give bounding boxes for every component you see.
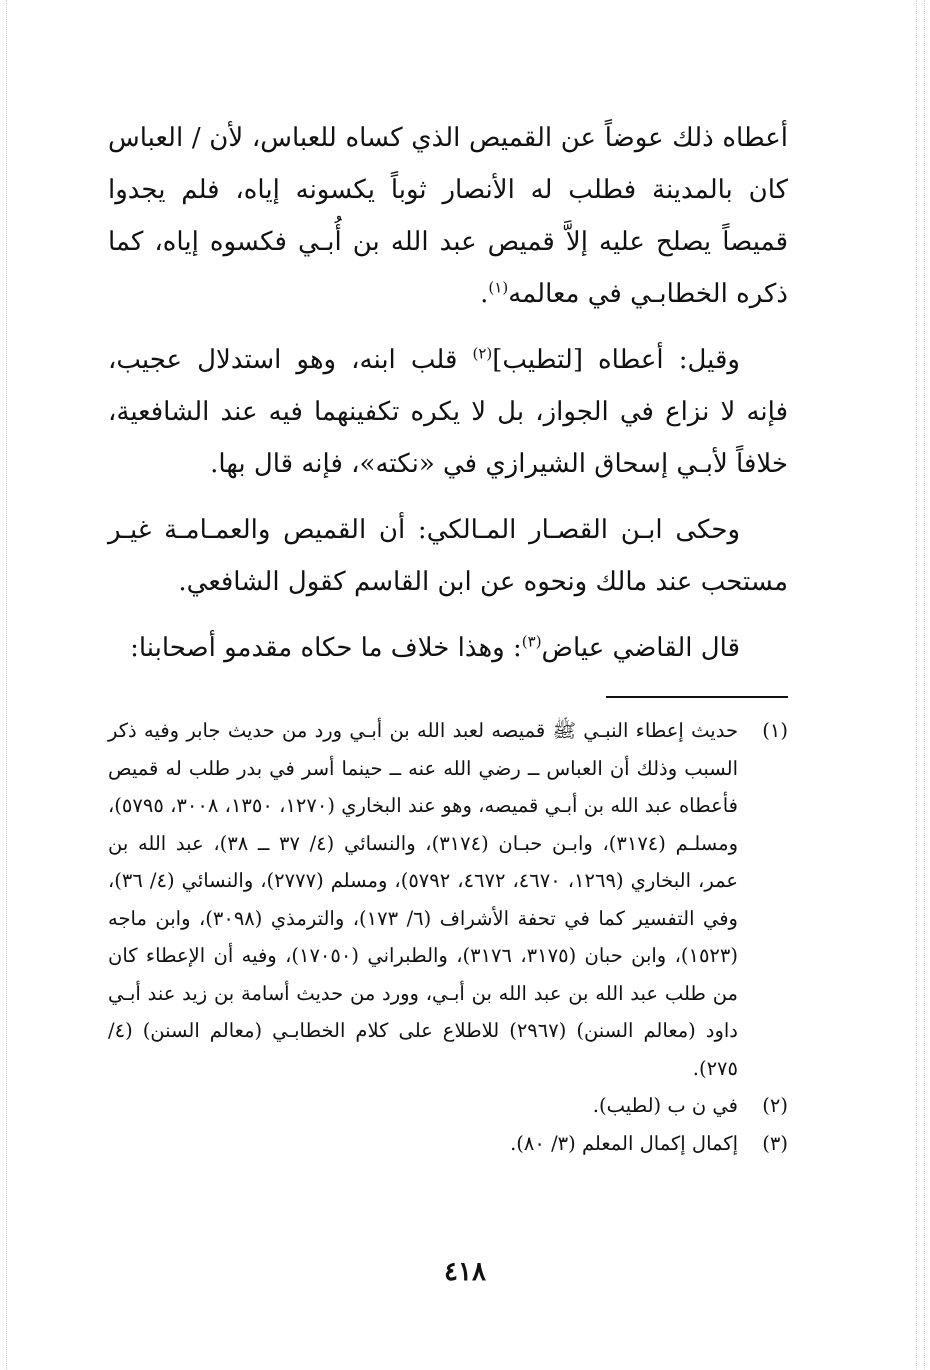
book-page xyxy=(108,112,788,1162)
footnote-text: إكمال إكمال المعلم (٣/ ٨٠). xyxy=(510,1131,738,1155)
footnote-number: (٢) xyxy=(762,1094,788,1117)
scan-edge-left xyxy=(6,0,7,1370)
footnote-1 xyxy=(108,712,788,1087)
footnote-number: (٣) xyxy=(762,1131,788,1155)
paragraph-4-start: قال القاضي عياض xyxy=(541,633,740,663)
footnote-ref-3: (٣) xyxy=(521,632,542,651)
footnote-2 xyxy=(108,1087,788,1125)
footnote-divider xyxy=(606,696,788,698)
paragraph-3-text: وحكى ابـن القصـار المـالكي: أن القميص والعمـامـة غيـر مستحب عند مالك ونحوه عن ابن القاسم كقول الشافعي. xyxy=(108,515,788,597)
paragraph-1 xyxy=(108,112,788,320)
scan-edge-right xyxy=(916,0,917,1370)
paragraph-2-start: وقيل: أعطاه [لتطيب] xyxy=(492,345,740,375)
footnote-ref-2: (٢) xyxy=(472,344,493,363)
footnote-number: (١) xyxy=(762,719,788,742)
footnote-text: حديث إعطاء النبـي ﷺ قميصه لعبد الله بن أبـي ورد من حديث جابر وفيه ذكر السبب وذلك أن العباس ــ رضي الله عنه ــ حينما أسر في بدر طلب له قميص فأعطاه عبد الله بن أبـي قميصه، وهو عند البخاري (١٢٧٠، ١٣٥٠، ٣٠٠٨، ٥٧٩٥)، ومسلـم (٣١٧٤)، وابـن حبـان (٣١٧٤)، والنسائي (٤/ ٣٧ ــ ٣٨)، عبد الله بن عمر، البخاري (١٢٦٩، ٤٦٧٠، ٤٦٧٢، ٥٧٩٢)، ومسلم (٢٧٧٧)، والنسائي (٤/ ٣٦)، وفي التفسير كما في تحفة الأشراف (٦/ ١٧٣)، والترمذي (٣٠٩٨)، وابن ماجه (١٥٢٣)، وابن حبان (٣١٧٥، ٣١٧٦)، والطبراني (١٧٠٥٠)، وفيه أن الإعطاء كان من طلب عبد الله بن عبد الله بن أبـي، وورد من حديث أسامة بن زيد عند أبـي داود (معالم السنن) (٢٩٦٧) للاطلاع على كلام الخطابـي (معالم السنن) (٤/ ٢٧٥). xyxy=(108,719,739,1080)
footnote-ref-1: (١) xyxy=(488,278,509,297)
paragraph-4 xyxy=(108,622,788,674)
footnotes xyxy=(108,712,788,1162)
footnote-3 xyxy=(108,1125,788,1163)
paragraph-3 xyxy=(108,504,788,608)
paragraph-4-rest: : وهذا خلاف ما حكاه مقدمو أصحابنا: xyxy=(130,633,522,663)
paragraph-2 xyxy=(108,334,788,490)
paragraph-2-rest: قلب ابنه، وهو استدلال عجيب، فإنه لا نزاع في الجواز، بل لا يكره تكفينهما فيه عند الشافعية، خلافاً لأبـي إسحاق الشيرازي في «نكته»، فإنه قال بها. xyxy=(108,345,788,479)
page-number: ٤١٨ xyxy=(444,1257,486,1287)
main-text xyxy=(108,112,788,674)
paragraph-1-end: . xyxy=(480,279,489,309)
paragraph-1-text: أعطاه ذلك عوضاً عن القميص الذي كساه للعباس، لأن / العباس كان بالمدينة فطلب له الأنصار ثوباً يكسونه إياه، فلم يجدوا قميصاً يصلح عليه إلاَّ قميص عبد الله بن أُبـي فكسوه إياه، كما ذكره الخطابـي في معالمه xyxy=(108,123,788,309)
footnote-text: في ن ب (لطيب). xyxy=(592,1094,738,1117)
scan-edge-right-inner xyxy=(924,0,925,1370)
